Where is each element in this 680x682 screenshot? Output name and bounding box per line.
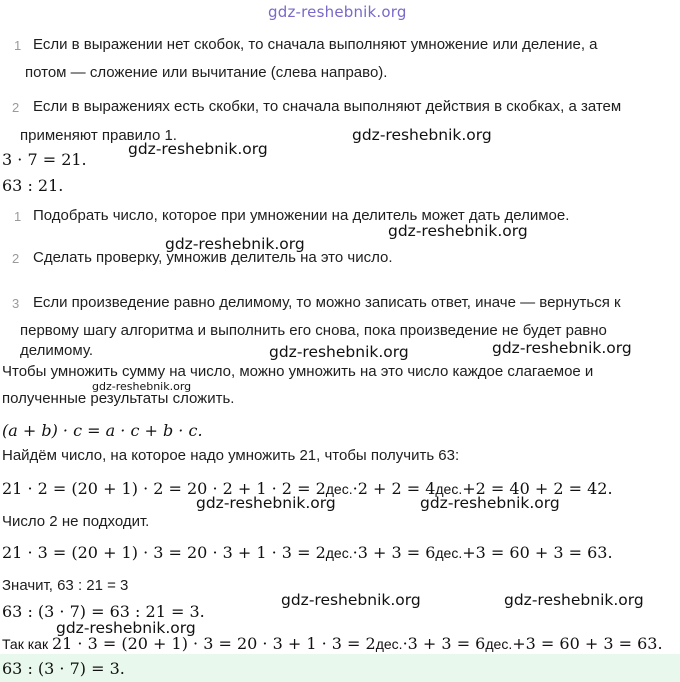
watermark: gdz-reshebnik.org bbox=[196, 494, 336, 512]
list1-item1-number: 1 bbox=[14, 38, 22, 53]
list2-item1-line1: Подобрать число, которое при умножении на делитель может дать делимое. bbox=[33, 207, 570, 224]
equation-63div21: 63 : 21. bbox=[2, 176, 64, 195]
rule-text-line1: Чтобы умножить сумму на число, можно умножить на это число каждое слагаемое и bbox=[2, 363, 594, 380]
result-equation: 63 : (3 · 7) = 63 : 21 = 3. bbox=[2, 602, 205, 621]
watermark: gdz-reshebnik.org bbox=[420, 494, 560, 512]
distributive-formula: (a + b) · c = a · c + b · c. bbox=[2, 421, 203, 440]
conclusion-text: Значит, 63 : 21 = 3 bbox=[2, 577, 129, 594]
list2-item3-line2: первому шагу алгоритма и выполнить его снова, пока произведение не будет равно bbox=[20, 322, 607, 339]
watermark: gdz-reshebnik.org bbox=[352, 126, 492, 144]
list2-item1-number: 1 bbox=[14, 209, 22, 224]
final-answer: 63 : (3 · 7) = 3. bbox=[2, 659, 125, 678]
list2-item3-number: 3 bbox=[12, 296, 20, 311]
watermark: gdz-reshebnik.org bbox=[388, 222, 528, 240]
not-fit-text: Число 2 не подходит. bbox=[2, 513, 150, 530]
calculation-multiply-by-2: 21 · 2 = (20 + 1) · 2 = 20 · 2 + 1 · 2 = 2дес.·2 + 2 = 4дес.+2 = 40 + 2 = 42. bbox=[2, 479, 613, 498]
watermark-small: gdz-reshebnik.org bbox=[92, 380, 192, 393]
equation-3x7: 3 · 7 = 21. bbox=[2, 150, 87, 169]
since-equation: Так как 21 · 3 = (20 + 1) · 3 = 20 · 3 + 1 · 3 = 2дес.·3 + 3 = 6дес.+3 = 60 + 3 = 63. bbox=[2, 634, 663, 653]
rule-text-line2: полученные результаты сложить. bbox=[2, 390, 235, 407]
watermark: gdz-reshebnik.org bbox=[492, 339, 632, 357]
watermark: gdz-reshebnik.org bbox=[504, 591, 644, 609]
list1-item2-line1: Если в выражениях есть скобки, то сначала выполняют действия в скобках, а затем bbox=[33, 98, 622, 115]
list2-item2-number: 2 bbox=[12, 251, 20, 266]
watermark: gdz-reshebnik.org bbox=[128, 140, 268, 158]
watermark: gdz-reshebnik.org bbox=[269, 343, 409, 361]
watermark: gdz-reshebnik.org bbox=[281, 591, 421, 609]
calculation-multiply-by-3: 21 · 3 = (20 + 1) · 3 = 20 · 3 + 1 · 3 = 2дес.·3 + 3 = 6дес.+3 = 60 + 3 = 63. bbox=[2, 543, 613, 562]
list2-item3-line1: Если произведение равно делимому, то можно записать ответ, иначе — вернуться к bbox=[33, 294, 621, 311]
list1-item1-line1: Если в выражении нет скобок, то сначала выполняют умножение или деление, а bbox=[33, 36, 598, 53]
find-number-text: Найдём число, на которое надо умножить 21, чтобы получить 63: bbox=[2, 447, 460, 464]
watermark: gdz-reshebnik.org bbox=[56, 619, 196, 637]
list2-item2-line1: Сделать проверку, умножив делитель на это число. bbox=[33, 249, 393, 266]
watermark: gdz-reshebnik.org bbox=[165, 235, 305, 253]
list2-item3-line3: делимому. bbox=[20, 342, 94, 359]
list1-item2-line2: применяют правило 1. bbox=[20, 127, 177, 144]
list1-item2-number: 2 bbox=[12, 100, 20, 115]
watermark-top: gdz-reshebnik.org bbox=[268, 3, 407, 21]
list1-item1-line2: потом — сложение или вычитание (слева направо). bbox=[25, 64, 388, 81]
